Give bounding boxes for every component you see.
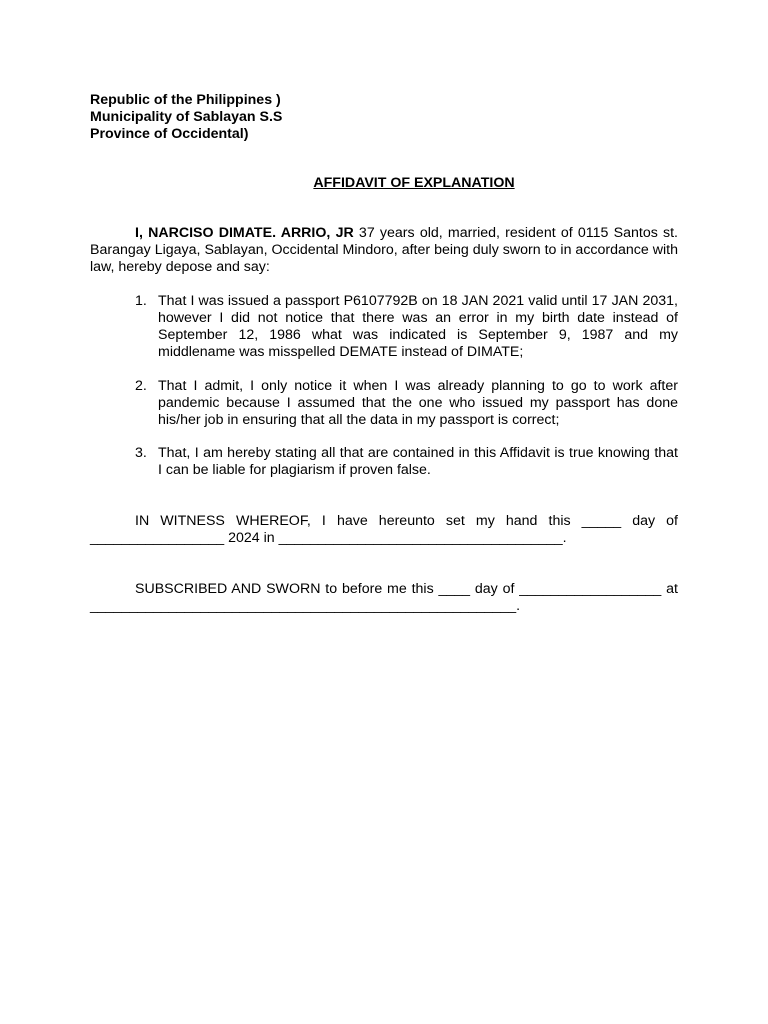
sworn-paragraph: SUBSCRIBED AND SWORN to before me this ____ day of __________________ at ______________________________________________________. [90, 581, 678, 614]
header-republic: Republic of the Philippines ) [90, 92, 281, 108]
list-item [135, 378, 678, 429]
affiant-name: I, NARCISO DIMATE. ARRIO, JR [135, 225, 354, 241]
witness-paragraph: IN WITNESS WHEREOF, I have hereunto set my hand this _____ day of _________________ 2024 in ____________________________________. [90, 513, 678, 546]
list-item [135, 445, 678, 479]
list-item-number: 2. [135, 378, 147, 394]
list-item-text: That I admit, I only notice it when I was already planning to go to work after pandemic because I assumed that the one who issued my passport has done his/her job in ensuring that all the data in my passport is correct; [158, 378, 678, 428]
list-item-text: That, I am hereby stating all that are contained in this Affidavit is true knowing that I can be liable for plagiarism if proven false. [158, 445, 678, 478]
intro-paragraph [90, 225, 678, 276]
list-item [135, 293, 678, 361]
list-item-number: 3. [135, 445, 147, 461]
list-item-number: 1. [135, 293, 147, 309]
document-header [90, 92, 282, 143]
header-municipality: Municipality of Sablayan S.S [90, 109, 283, 125]
header-province: Province of Occidental) [90, 126, 249, 142]
document-title: AFFIDAVIT OF EXPLANATION [313, 175, 515, 191]
list-item-text: That I was issued a passport P6107792B on 18 JAN 2021 valid until 17 JAN 2031, however I did not notice that there was an error in my birth date instead of September 12, 1986 what was indicated is September 9, 1987 and my middlename was misspelled DEMATE instead of DIMATE; [158, 293, 678, 360]
intro-text: 37 years old, married, resident of 0115 Santos st. Barangay Ligaya, Sablayan, Occidental Mindoro, after being duly sworn to in accordance with law, hereby depose and say: [90, 225, 679, 275]
